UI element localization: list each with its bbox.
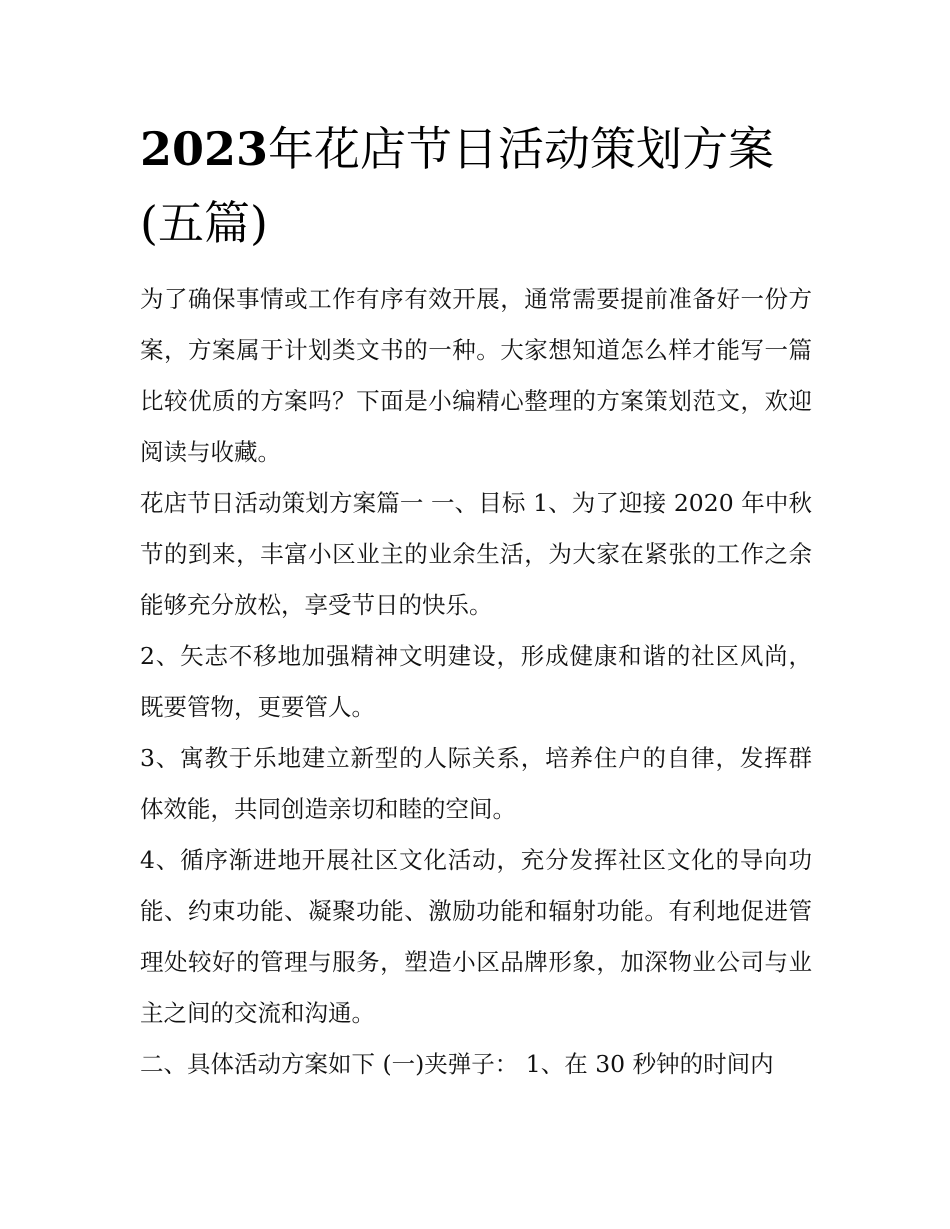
paragraph-item-2: 2、矢志不移地加强精神文明建设，形成健康和谐的社区风尚，既要管物，更要管人。: [140, 642, 812, 721]
title-text: 年花店节日活动策划方案(五篇): [140, 122, 775, 250]
title-year: 2023: [140, 122, 269, 176]
paragraph-item-3: 3、寓教于乐地建立新型的人际关系，培养住户的自律，发挥群体效能，共同创造亲切和睦的空间。: [140, 744, 812, 823]
paragraph-section-two: 二、具体活动方案如下 (一)夹弹子： 1、在 30 秒钟的时间内: [140, 1050, 774, 1078]
document-body: [140, 112, 812, 1090]
paragraph-item-4: 4、循序渐进地开展社区文化活动，充分发挥社区文化的导向功能、约束功能、凝聚功能、激励功能和辐射功能。有利地促进管理处较好的管理与服务，塑造小区品牌形象，加深物业公司与业主之间的交流和沟通。: [140, 846, 812, 1027]
document-title: [140, 112, 812, 260]
paragraph-section-one: 花店节日活动策划方案篇一 一、目标 1、为了迎接 2020 年中秋节的到来，丰富小区业主的业余生活，为大家在紧张的工作之余能够充分放松，享受节日的快乐。: [140, 489, 812, 619]
paragraph-intro: 为了确保事情或工作有序有效开展，通常需要提前准备好一份方案，方案属于计划类文书的一种。大家想知道怎么样才能写一篇比较优质的方案吗？下面是小编精心整理的方案策划范文，欢迎阅读与收藏。: [140, 285, 812, 466]
